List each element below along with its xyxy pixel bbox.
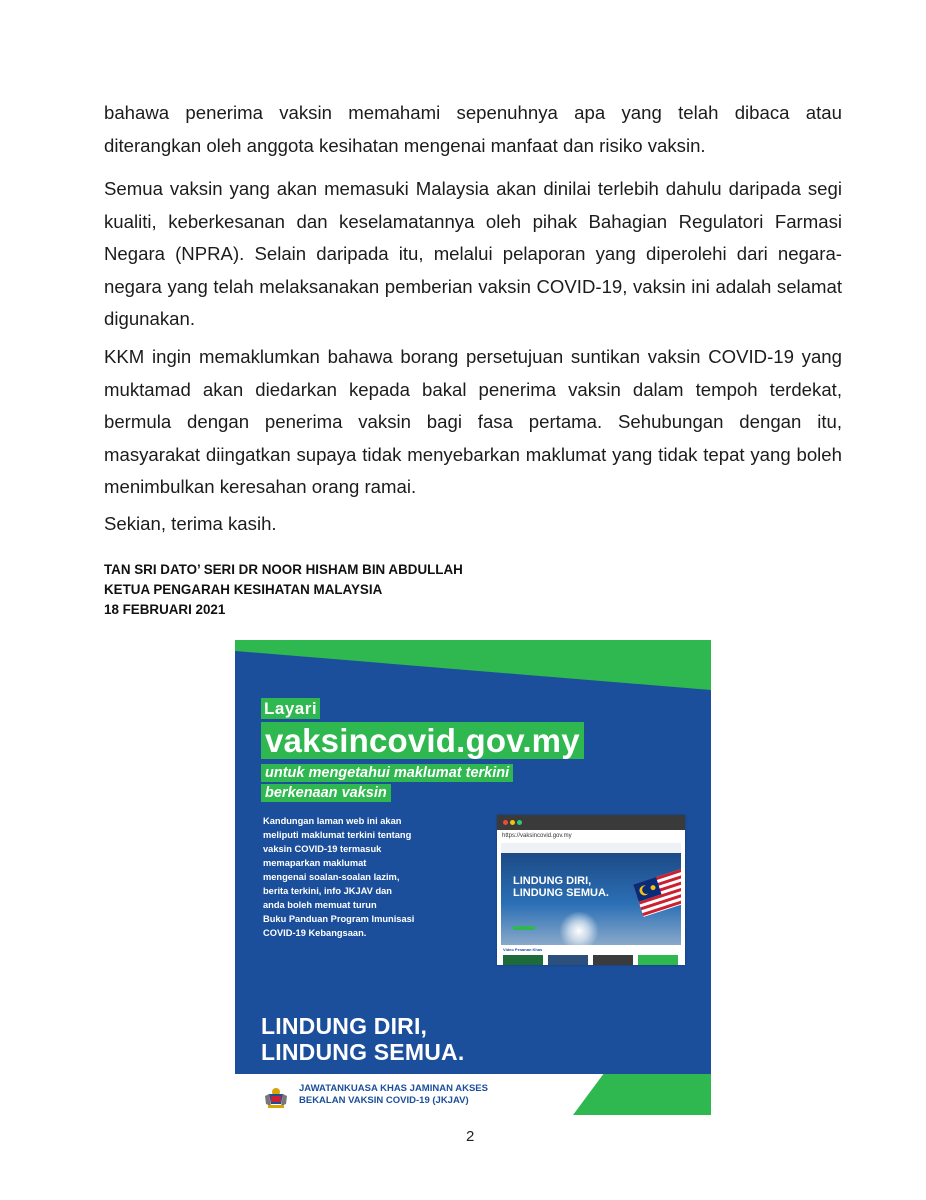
browser-mockup [497,815,685,965]
video-thumbnail [593,955,633,965]
description-line: Kandungan laman web ini akan [263,816,402,826]
committee-line1: JAWATANKUASA KHAS JAMINAN AKSES [299,1083,488,1094]
maximize-dot-icon [517,820,522,825]
description-line: anda boleh memuat turun [263,900,377,910]
hero-button [513,926,535,930]
poster-description [263,814,493,940]
vaccine-website-poster [235,640,711,1115]
poster-background [235,640,711,1074]
committee-line2: BEKALAN VAKSIN COVID-19 (JKJAV) [299,1095,469,1106]
poster-slogan [261,1013,464,1065]
statement-date: 18 FEBRUARI 2021 [104,602,226,617]
paragraph-3: KKM ingin memaklumkan bahawa borang persetujuan suntikan vaksin COVID-19 yang muktamad akan diedarkan kepada bakal penerima vaksin dalam tempoh terdekat, bermula dengan penerima vaksin bagi fasa pertama. Sehubungan dengan itu, masyarakat diingatkan supaya tidak menyebarkan maklumat yang tidak tepat yang boleh menimbulkan keresahan orang ramai. [104,346,842,497]
poster-website-url: vaksincovid.gov.my [261,722,584,759]
description-line: meliputi maklumat terkini tentang [263,830,412,840]
description-line: berita terkini, info JKJAV dan [263,886,392,896]
close-dot-icon [503,820,508,825]
malaysia-crest-icon [263,1084,289,1110]
poster-top-stripe [235,640,711,690]
description-line: COVID-19 Kebangsaan. [263,928,367,938]
description-line: mengenai soalan-soalan lazim, [263,872,400,882]
slogan-line2: LINDUNG SEMUA. [261,1039,465,1065]
committee-name [299,1083,488,1107]
site-nav-bar [501,843,681,853]
video-thumbnail [638,955,678,965]
page-number: 2 [466,1128,475,1145]
site-hero-banner [501,853,681,945]
browser-address-bar: https://vaksincovid.gov.my [502,833,572,839]
malaysia-flag-icon [629,863,681,923]
signatory-name: TAN SRI DATO’ SERI DR NOOR HISHAM BIN ABDULLAH [104,562,463,577]
browser-title-bar [497,815,685,830]
description-line: Buku Panduan Program Imunisasi [263,914,415,924]
sun-glow-icon [559,911,599,945]
poster-layari: Layari [261,698,320,719]
video-thumbnails [503,955,679,965]
hero-title-line2: LINDUNG SEMUA. [513,887,609,899]
closing-line: Sekian, terima kasih. [104,513,277,534]
hero-title-line1: LINDUNG DIRI, [513,875,592,887]
description-line: vaksin COVID-19 termasuk [263,844,382,854]
video-thumbnail [548,955,588,965]
description-line: memaparkan maklumat [263,858,367,868]
slogan-line1: LINDUNG DIRI, [261,1013,428,1039]
hero-title [513,875,609,899]
video-thumbnail [503,955,543,965]
poster-subtitle-line1: untuk mengetahui maklumat terkini [261,764,513,782]
video-section-label: Video Pesanan Khas [503,947,543,952]
paragraph-2: Semua vaksin yang akan memasuki Malaysia akan dinilai terlebih dahulu daripada segi kualiti, keberkesanan dan keselamatannya oleh pihak Bahagian Regulatori Farmasi Negara (NPRA). Selain daripada itu, melalui pelaporan yang diperolehi dari negara-negara yang telah melaksanakan pemberian vaksin COVID-19, vaksin ini adalah selamat digunakan. [104,178,842,329]
poster-subtitle-line2: berkenaan vaksin [261,784,391,802]
signatory-title: KETUA PENGARAH KESIHATAN MALAYSIA [104,582,383,597]
paragraph-1: bahawa penerima vaksin memahami sepenuhnya apa yang telah dibaca atau diterangkan oleh anggota kesihatan mengenai manfaat dan risiko vaksin. [104,102,842,156]
signature-block [104,560,463,620]
minimize-dot-icon [510,820,515,825]
